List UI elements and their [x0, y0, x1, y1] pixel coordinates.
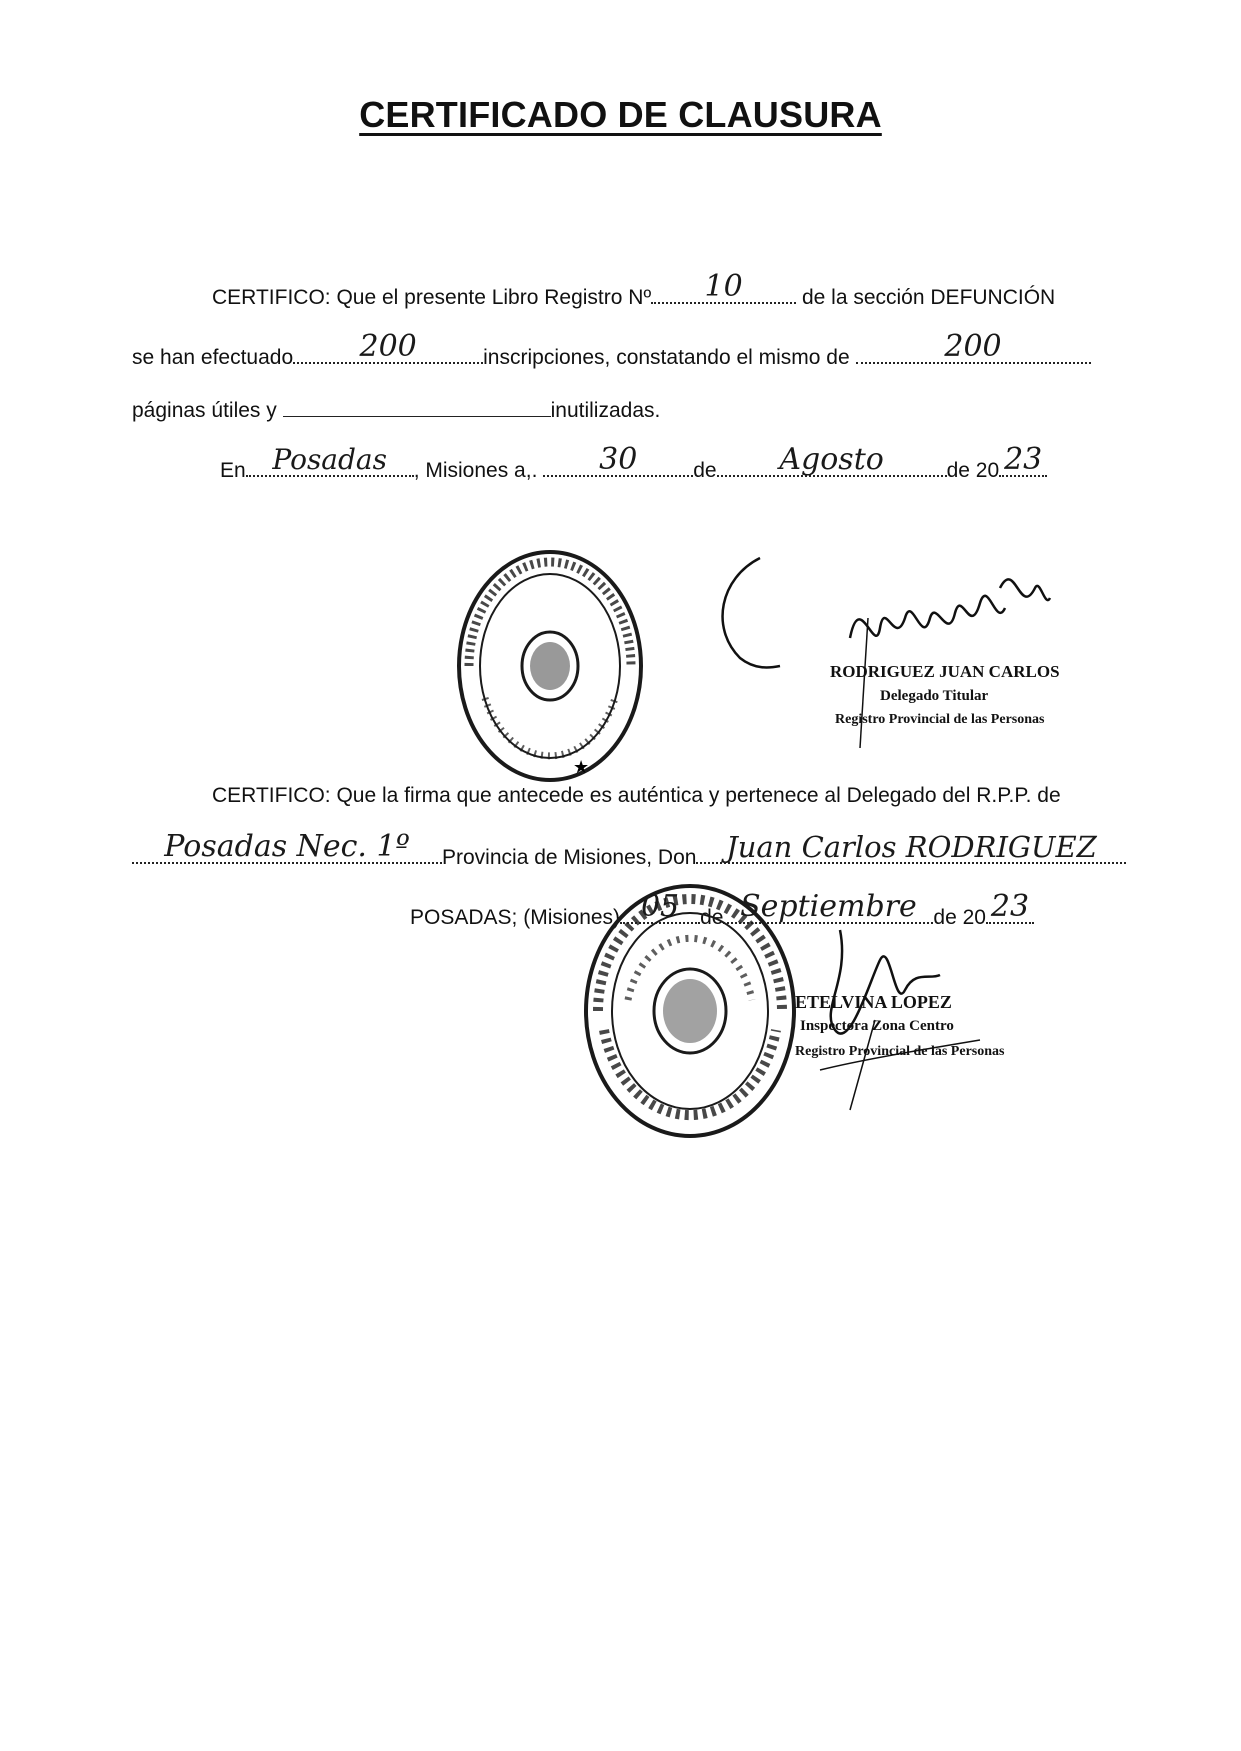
mes: Agosto: [779, 442, 884, 477]
clause2-line1: [212, 782, 1061, 810]
clause1-line3: [132, 396, 660, 425]
libro-numero: 10: [704, 269, 743, 304]
clause1-certifico: CERTIFICO: Que el presente Libro Registro Nº: [212, 286, 652, 309]
dia-field: [543, 442, 693, 477]
inscripciones-label: inscripciones, constatando el mismo de: [483, 346, 850, 369]
nombre: Juan Carlos RODRIGUEZ: [726, 830, 1097, 864]
provincia-label: Provincia de Misiones, Don: [442, 846, 697, 869]
clause2-line2: [132, 829, 1126, 872]
signature1-role: Delegado Titular: [880, 688, 989, 704]
signature1-office: Registro Provincial de las Personas: [835, 712, 1045, 727]
official-seal-icon: [455, 548, 645, 784]
clause2-anio: 23: [990, 889, 1030, 924]
clause1-line1: [212, 269, 1056, 312]
en-label: En: [220, 459, 246, 482]
inutilizadas-label: inutilizadas.: [550, 399, 661, 422]
signature2-role: Inspectora Zona Centro: [800, 1018, 954, 1034]
signature2-office: Registro Provincial de las Personas: [795, 1044, 1005, 1059]
signature2-name: ETELVINA LOPEZ: [795, 992, 952, 1012]
clause2-lugar-field: [132, 829, 442, 864]
de1-label: de: [693, 459, 717, 482]
anio: 23: [1004, 442, 1043, 477]
paginas-utiles-label: páginas útiles y: [132, 399, 277, 422]
paginas-field: [856, 329, 1091, 364]
misiones-a-label: , Misiones a,.: [413, 459, 538, 482]
libro-numero-field: [651, 269, 796, 304]
clause2-lugar: Posadas Nec. 1º: [164, 829, 410, 864]
svg-text:★: ★: [573, 757, 590, 778]
lugar: Posadas: [272, 443, 387, 476]
paginas-num: 200: [944, 329, 1002, 364]
clause1-line2: [132, 329, 1091, 372]
posadas-label: POSADAS; (Misiones): [410, 906, 621, 929]
inscripciones-field: [293, 329, 483, 364]
inutilizadas-field: [283, 396, 551, 417]
clause2-certifico: CERTIFICO: Que la firma que antecede es auténtica y pertenece al Delegado del R.P.P. de: [212, 784, 1061, 807]
document-title: CERTIFICADO DE CLAUSURA: [359, 94, 882, 135]
inscripciones-num: 200: [359, 329, 417, 364]
clause2-de2-label: de 20: [933, 906, 986, 929]
seccion-prefix: de la sección: [801, 286, 925, 309]
clause2-mes: Septiembre: [740, 889, 917, 924]
nombre-field: [696, 830, 1126, 864]
clause2-de1-label: de: [700, 906, 724, 929]
anio-field: [999, 442, 1047, 477]
signature1-name: RODRIGUEZ JUAN CARLOS: [830, 662, 1060, 681]
clause2-dia: 05: [640, 889, 680, 924]
signature-1-icon: [700, 548, 1080, 768]
lugar-field: [246, 443, 414, 477]
mes-field: [717, 442, 947, 477]
ministry-seal-icon: [580, 880, 800, 1142]
clause1-line4: [220, 442, 1047, 485]
efectuado-label: se han efectuado: [132, 346, 294, 369]
dia: 30: [599, 442, 638, 477]
seccion: DEFUNCIÓN: [930, 286, 1056, 309]
de2-label: de 20: [946, 459, 1000, 482]
